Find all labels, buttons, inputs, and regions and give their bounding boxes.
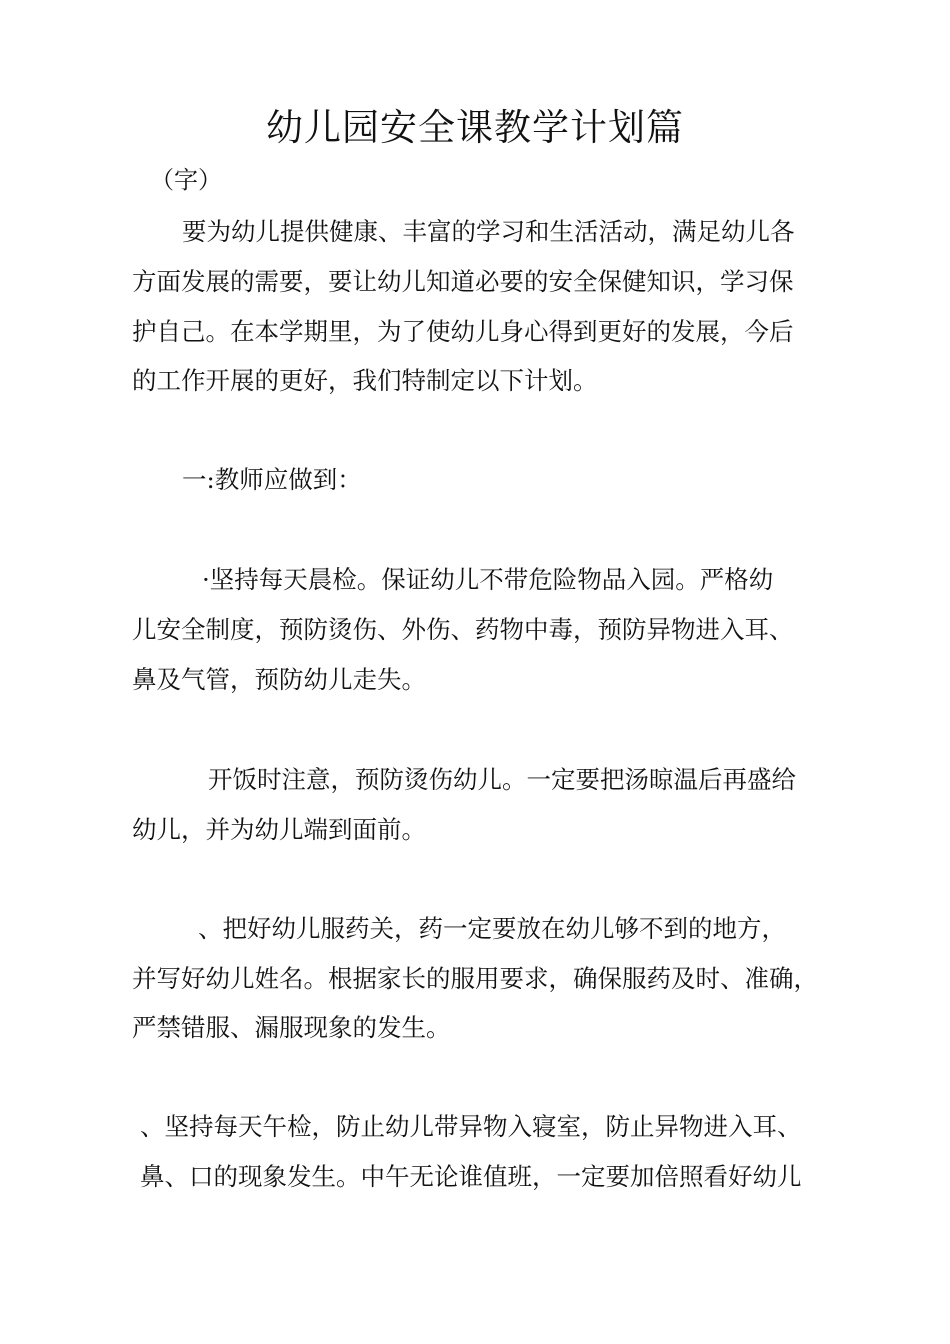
item4-line-2: 鼻、口的现象发生。中午无论谁值班，一定要加倍照看好幼儿 [140, 1162, 802, 1191]
intro-line-3: 护自己。在本学期里，为了使幼儿身心得到更好的发展，今后 [132, 317, 794, 346]
item2-line-2: 幼儿，并为幼儿端到面前。 [132, 815, 426, 844]
intro-line-2: 方面发展的需要，要让幼儿知道必要的安全保健知识，学习保 [132, 267, 794, 296]
item1-line-1: ·坚持每天晨检。保证幼儿不带危险物品入园。严格幼 [202, 565, 774, 594]
intro-line-1: 要为幼儿提供健康、丰富的学习和生活活动，满足幼儿各 [182, 217, 795, 246]
item2-line-1: 开饭时注意，预防烫伤幼儿。一定要把汤晾温后再盛给 [208, 765, 796, 794]
intro-line-4: 的工作开展的更好，我们特制定以下计划。 [132, 366, 598, 395]
document-title: 幼儿园安全课教学计划篇 [266, 106, 684, 149]
item1-line-3: 鼻及气管，预防幼儿走失。 [132, 665, 426, 694]
item4-line-1: 、坚持每天午检，防止幼儿带异物入寝室，防止异物进入耳、 [140, 1112, 802, 1141]
item3-line-3: 严禁错服、漏服现象的发生。 [132, 1013, 451, 1042]
section-heading: 一:教师应做到： [182, 465, 362, 494]
document-subtitle: （字） [150, 166, 222, 194]
item1-line-2: 儿安全制度，预防烫伤、外伤、药物中毒，预防异物进入耳、 [132, 615, 794, 644]
item3-line-1: 、把好幼儿服药关，药一定要放在幼儿够不到的地方， [198, 914, 786, 943]
item3-line-2: 并写好幼儿姓名。根据家长的服用要求，确保服药及时、准确， [132, 964, 818, 993]
